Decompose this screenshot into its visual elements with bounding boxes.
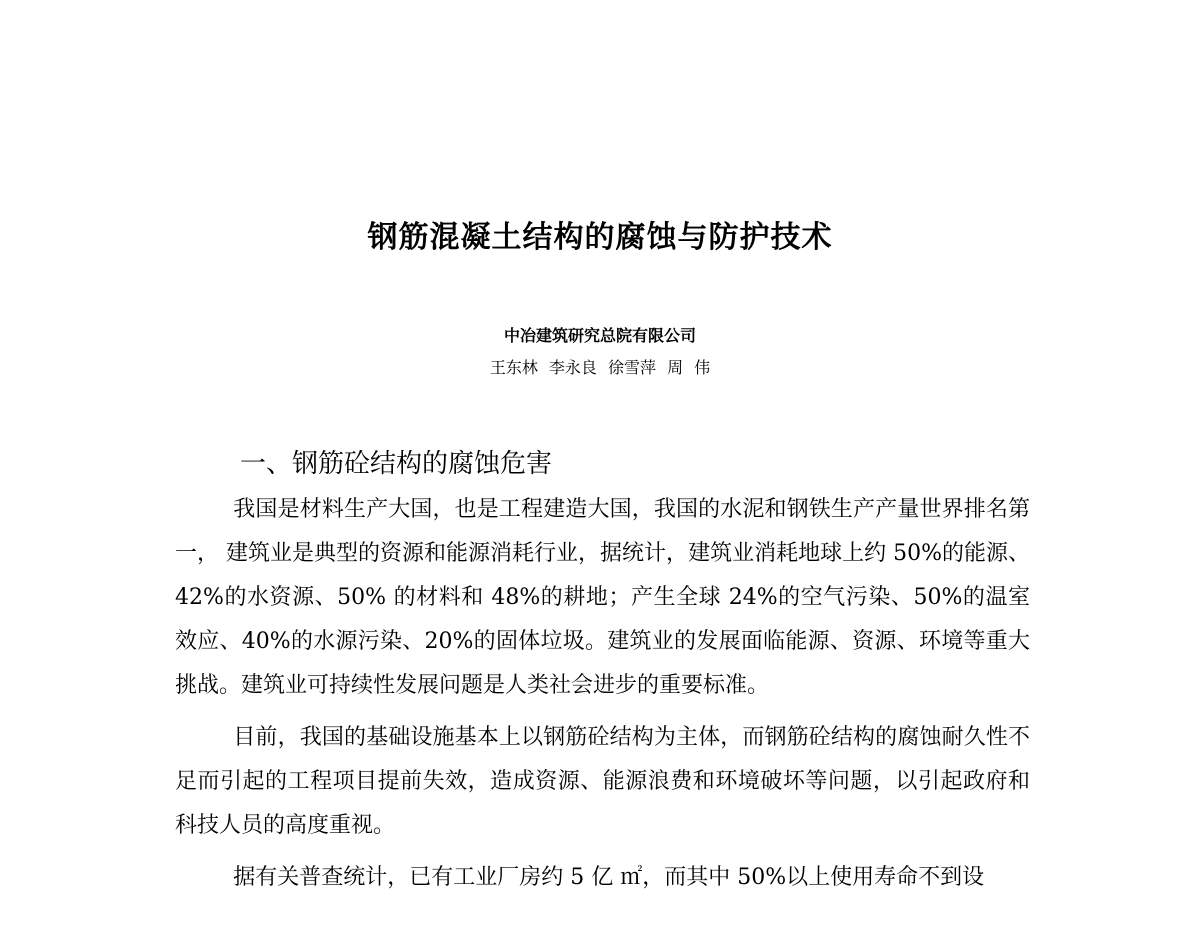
paragraph: 据有关普查统计，已有工业厂房约 5 亿 ㎡，而其中 50%以上使用寿命不到设	[233, 865, 985, 890]
paragraph: 目前，我国的基础设施基本上以钢筋砼结构为主体，而钢筋砼结构的腐蚀耐久性不足而引起的工程项目提前失效，造成资源、能源浪费和环境破坏等问题，以引起政府和科技人员的高度重视。	[175, 725, 1030, 838]
author-names: 王东林 李永良 徐雪萍 周 伟	[489, 358, 711, 377]
section-heading: 一、钢筋砼结构的腐蚀危害	[240, 449, 553, 479]
paragraph: 我国是材料生产大国，也是工程建造大国，我国的水泥和钢铁生产产量世界排名第一， 建筑业是典型的资源和能源消耗行业，据统计，建筑业消耗地球上约 50%的能源、42%的水资源、50% 的材料和 48%的耕地；产生全球 24%的空气污染、50%的温室效应、40%的水源污染、20%的固体垃圾。建筑业的发展面临能源、资源、环境等重大挑战。建筑业可持续性发展问题是人类社会进步的重要标准。	[175, 497, 1030, 698]
document-title: 钢筋混凝土结构的腐蚀与防护技术	[367, 220, 833, 255]
body-text	[175, 488, 1030, 908]
author-affiliation: 中冶建筑研究总院有限公司	[503, 326, 696, 345]
